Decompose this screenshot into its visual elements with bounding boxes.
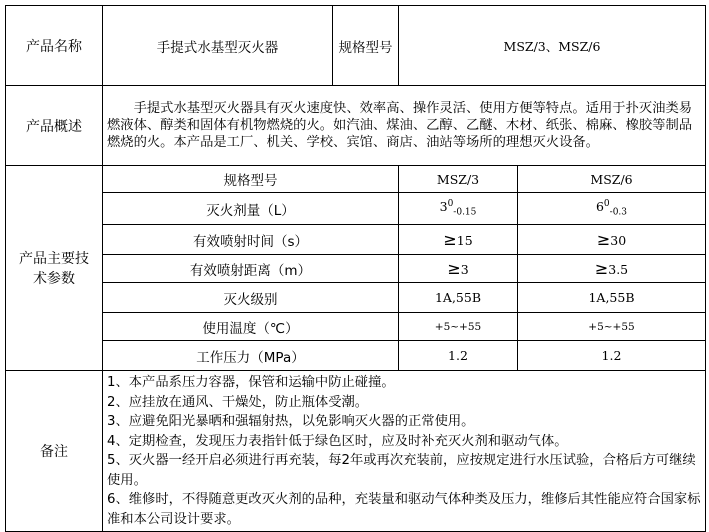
param-name-temperature: 使用温度（℃） [103,313,399,341]
param-row-agent [6,193,706,225]
param-row-fire-rating [6,283,706,313]
params-label: 产品主要技术参数 [6,166,103,371]
param-spray-distance-col1: ≥3 [399,255,518,283]
param-pressure-col2: 1.2 [518,341,706,371]
remark-item: 1、本产品系压力容器，保管和运输中防止碰撞。 [107,375,395,390]
param-spray-time-col1: ≥15 [399,225,518,255]
param-name-spray-distance: 有效喷射距离（m） [103,255,399,283]
remark-item: 5、灭火器一经开启必须进行再充装，每2年或再次充装前，应按规定进行水压试验，合格后方可继续使用。 [107,453,696,488]
remark-item: 6、维修时，不得随意更改灭火剂的品种，充装量和驱动气体种类及压力，维修后其性能应符合国家标准和本公司设计要求。 [107,492,701,527]
product-spec-table [5,5,706,532]
product-name-label: 产品名称 [6,6,103,86]
overview-label: 产品概述 [6,86,103,166]
param-model-col2: MSZ/6 [518,166,706,193]
param-name-agent: 灭火剂量（L） [103,193,399,225]
param-row-temperature [6,313,706,341]
param-spray-distance-col2: ≥3.5 [518,255,706,283]
param-pressure-col1: 1.2 [399,341,518,371]
param-temperature-col1: +5~+55 [399,313,518,341]
param-spray-time-col2: ≥30 [518,225,706,255]
remark-item: 3、应避免阳光暴晒和强辐射热，以免影响灭火器的正常使用。 [107,414,475,429]
param-fire-rating-col2: 1A,55B [518,283,706,313]
overview-row [6,86,706,166]
remarks-list [103,371,706,532]
param-name-model: 规格型号 [103,166,399,193]
header-row [6,6,706,86]
overview-text: 手提式水基型灭火器具有灭火速度快、效率高、操作灵活、使用方便等特点。适用于扑灭油类易燃液体、醇类和固体有机物燃烧的火。如汽油、煤油、乙醇、乙醚、木材、纸张、棉麻、橡胶等制品燃烧的火。本产品是工厂、机关、学校、宾馆、商店、油站等场所的理想灭火设备。 [103,86,706,166]
remark-item: 2、应挂放在通风、干燥处，防止瓶体受潮。 [107,394,369,410]
model-value: MSZ/3、MSZ/6 [399,6,706,86]
params-header-row [6,166,706,193]
remarks-row [6,371,706,532]
param-row-spray-distance [6,255,706,283]
param-fire-rating-col1: 1A,55B [399,283,518,313]
remark-item: 4、定期检查，发现压力表指针低于绿色区时，应及时补充灭火剂和驱动气体。 [107,433,568,449]
product-name: 手提式水基型灭火器 [103,6,333,86]
param-model-col1: MSZ/3 [399,166,518,193]
model-label: 规格型号 [333,6,399,86]
param-temperature-col2: +5~+55 [518,313,706,341]
param-name-fire-rating: 灭火级别 [103,283,399,313]
remarks-label: 备注 [6,371,103,532]
param-name-spray-time: 有效喷射时间（s） [103,225,399,255]
param-row-pressure [6,341,706,371]
param-row-spray-time [6,225,706,255]
param-agent-col1: $3^0_{-0.15}$ [399,193,518,225]
param-name-pressure: 工作压力（MPa） [103,341,399,371]
param-agent-col2: $6^0_{-0.3}$ [518,193,706,225]
